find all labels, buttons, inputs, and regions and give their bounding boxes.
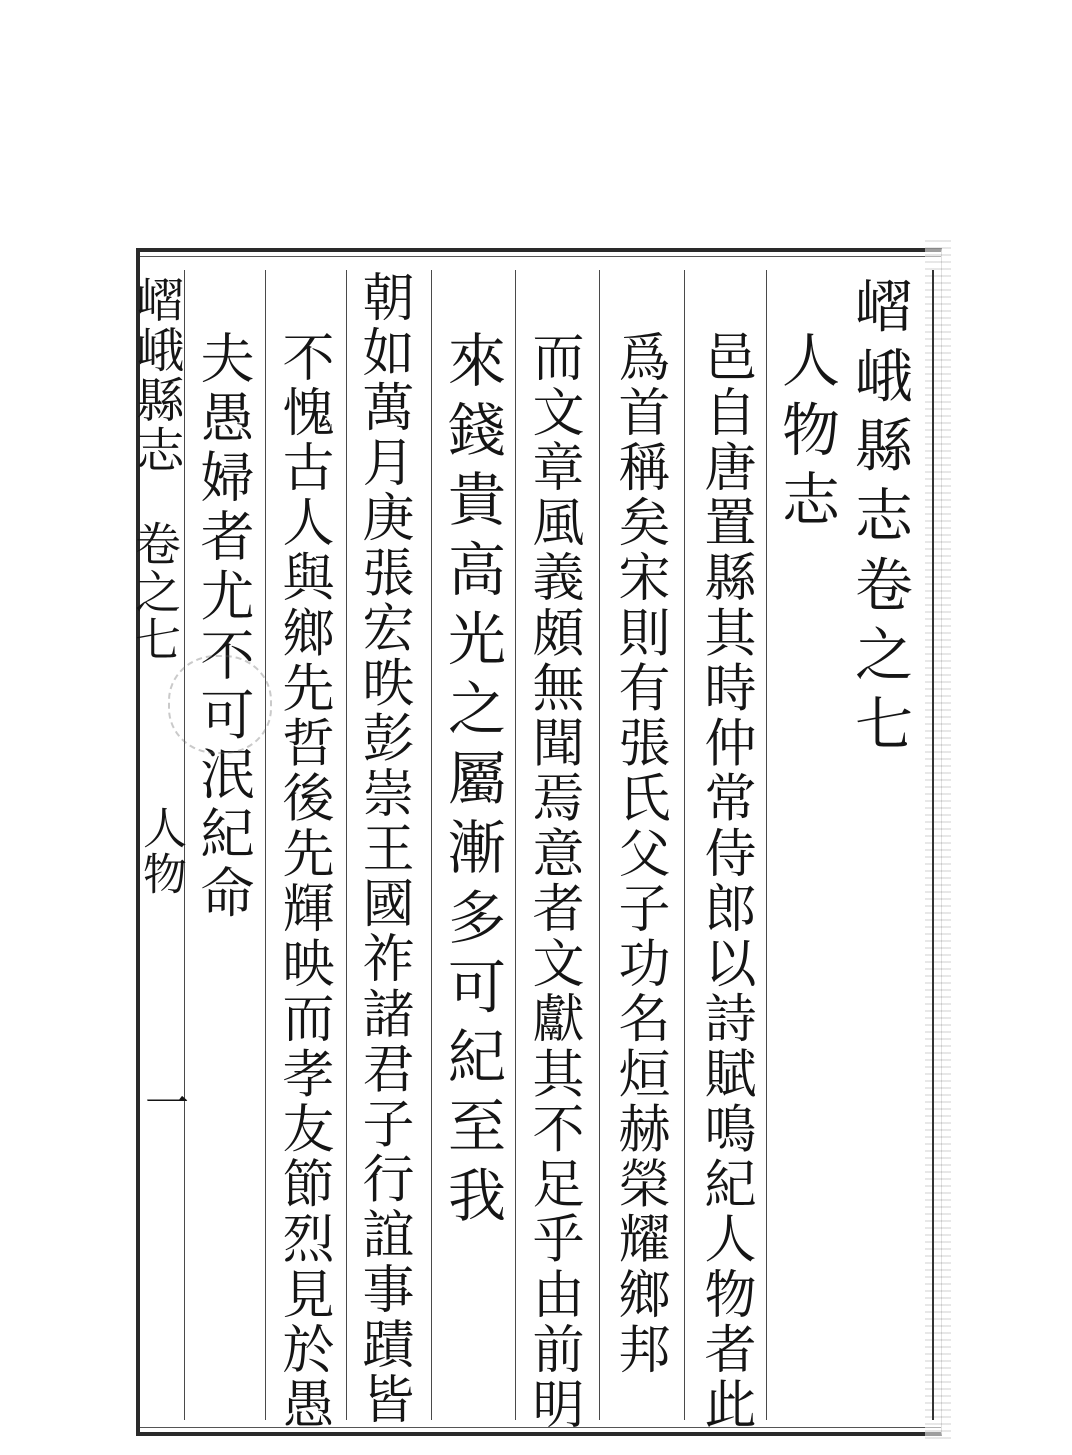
section-heading: 人物志 xyxy=(772,330,840,539)
text-column-5: 朝如萬月庚張宏昳彭崇王國祚諸君子行誼事蹟皆 xyxy=(353,270,413,1428)
text-column-1: 邑自唐置縣其時仲常侍郎以詩賦鳴紀人物者此 xyxy=(695,330,755,1433)
page-number: 一 xyxy=(137,1080,188,1133)
column-rule xyxy=(684,270,685,1420)
text-column-3: 而文章風義頗無聞焉意者文獻其不足乎由前明 xyxy=(523,330,583,1433)
book-title-column: 嶍峨縣志卷之七 xyxy=(845,276,913,764)
text-column-7: 夫愚婦者尤不可泯紀命 xyxy=(192,330,255,924)
page-edge-shadow xyxy=(925,240,951,1440)
margin-volume: 卷之七 xyxy=(128,520,182,664)
ink-smudge xyxy=(168,655,272,754)
text-column-6: 不愧古人與鄉先哲後先輝映而孝友節烈見於愚 xyxy=(273,330,333,1433)
text-column-4: 來錢貴高光之屬漸多可紀至我 xyxy=(438,330,506,1235)
column-rule xyxy=(431,270,432,1420)
column-rule xyxy=(515,270,516,1420)
margin-title: 嶍峨縣志 xyxy=(128,275,184,475)
column-rule xyxy=(346,270,347,1420)
column-rule xyxy=(932,270,934,1420)
column-rule xyxy=(599,270,600,1420)
margin-section: 人物 xyxy=(135,805,186,897)
text-column-2: 爲首稱矣宋則有張氏父子功名烜赫榮耀鄉邦 xyxy=(609,330,669,1378)
column-rule xyxy=(766,270,767,1420)
column-rule xyxy=(265,270,266,1420)
